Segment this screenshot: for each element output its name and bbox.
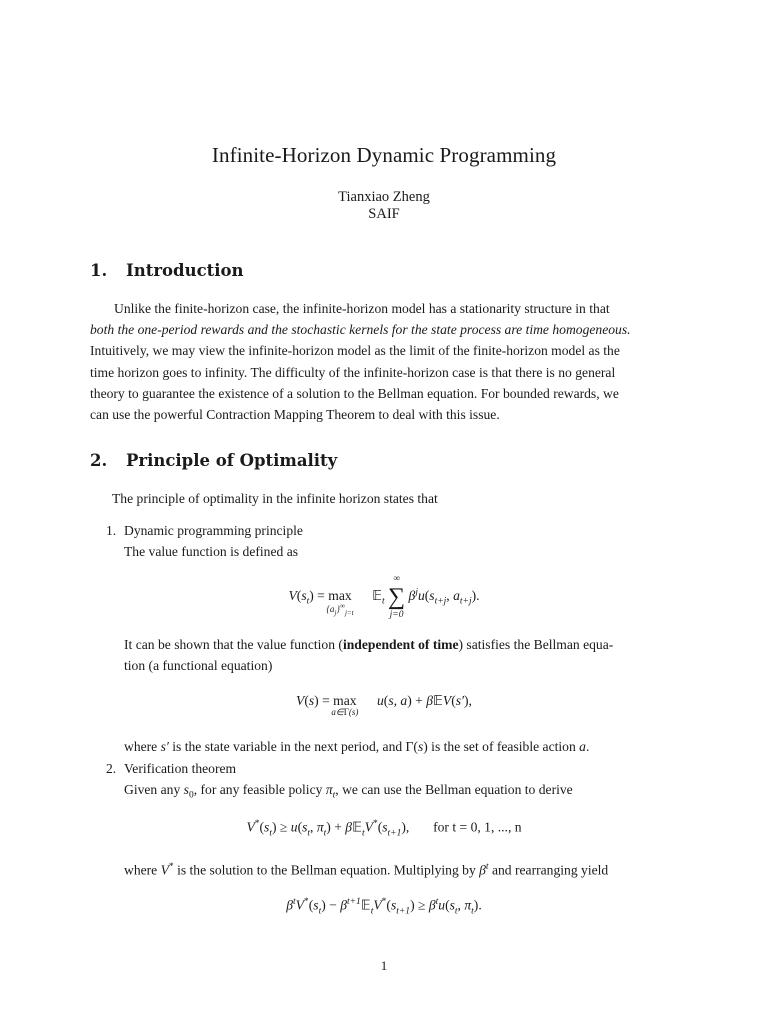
text-fragment: Given any <box>124 782 184 797</box>
text-fragment: is the state variable in the next period, and Γ( <box>168 739 418 754</box>
text-fragment: , for any feasible policy <box>193 782 326 797</box>
paper-title: Infinite-Horizon Dynamic Programming <box>211 143 557 167</box>
text-fragment: and rearranging yield <box>488 862 609 878</box>
text-fragment: ) satisfies the Bellman equa- <box>458 637 614 652</box>
verification-inequality: $V^*(s_t) \ge u(s_t$, $\pi_t$) + $\beta 𝔼_tV^*(s_{t+1})$, for t = 0, 1, ..., n <box>246 819 522 839</box>
multiply-explanation: where V* is the solution to the Bellman equation. Multiplying by $\beta^t$ and rearranging yield <box>124 862 609 878</box>
verification-intro: Given any $s_0$, for any feasible policy $\pi_t$, we can use the Bellman equation to derive <box>124 782 573 801</box>
section-number: 2. <box>90 451 108 470</box>
bellman-equation: V(s) = max a∈Γ(s) u(s, a) + β𝔼V(s′), <box>296 693 472 717</box>
equation-condition: for t = 0, 1, ..., n <box>433 819 522 835</box>
text-fragment: is the solution to the Bellman equation. Multiplying by <box>173 862 480 878</box>
text-fragment: tion (a functional equation) <box>124 658 273 674</box>
list-item-title: Dynamic programming principle <box>124 523 303 538</box>
paragraph-line: time horizon goes to infinity. The difficulty of the infinite-horizon case is that there is no general <box>90 364 616 380</box>
bellman-intro-text <box>124 634 679 676</box>
text-fragment: . <box>585 739 590 754</box>
list-number: 2. <box>106 761 117 776</box>
text-fragment: , we can use the Bellman equation to derive <box>335 782 573 797</box>
page-number: 1 <box>380 958 388 973</box>
section-title: Principle of Optimality <box>126 451 338 470</box>
text-fragment: It can be shown that the value function ( <box>124 637 343 652</box>
section-title: Introduction <box>126 261 244 280</box>
paragraph-line: can use the powerful Contraction Mapping Theorem to deal with this issue. <box>90 407 500 423</box>
text-fragment: where <box>124 739 161 754</box>
paragraph-line: theory to guarantee the existence of a solution to the Bellman equation. For bounded rewards, we <box>90 385 619 401</box>
paragraph-line: Unlike the finite-horizon case, the infinite-horizon model has a stationarity structure in that <box>114 301 610 316</box>
bellman-explanation: where s′ is the state variable in the next period, and Γ(s) is the set of feasible action a. <box>124 739 590 754</box>
rearranged-inequality: $\beta^tV^*(s_t)$ − $\beta^{t+1}𝔼_tV^*(s_{t+1}) \ge \beta^tu(s_t$, $\pi_t$). <box>286 897 482 917</box>
paragraph-line-italic: both the one-period rewards and the stochastic kernels for the state process are time homogeneous. <box>90 322 631 338</box>
introduction-paragraph <box>90 298 678 425</box>
section-number: 1. <box>90 261 108 280</box>
value-function-equation: $V(s_t) = \max$ $\{a_j\}^\infty_{j=t}$ 𝔼$_t$ ∑ ∞ j=0 $\beta^ju(s_{t+j}$, $a_{t+j}$). <box>288 574 480 620</box>
value-function-intro: The value function is defined as <box>124 544 299 559</box>
paragraph-line: Intuitively, we may view the infinite-horizon model as the limit of the finite-horizon model as the <box>90 343 620 359</box>
text-fragment: ) is the set of feasible action <box>423 739 580 754</box>
author-name: Tianxiao Zheng <box>338 189 430 205</box>
section-heading-introduction <box>90 261 244 280</box>
list-number: 1. <box>106 523 117 538</box>
list-item-title: Verification theorem <box>124 761 237 776</box>
section-heading-principle-of-optimality <box>90 451 337 470</box>
section-intro-text: The principle of optimality in the infinite horizon states that <box>112 491 438 506</box>
author-affiliation: SAIF <box>368 206 400 222</box>
bold-emphasis: independent of time <box>342 637 459 652</box>
list-item-verification-theorem <box>106 758 236 779</box>
text-fragment: where <box>124 862 161 878</box>
list-item-dynamic-programming-principle <box>106 520 303 541</box>
